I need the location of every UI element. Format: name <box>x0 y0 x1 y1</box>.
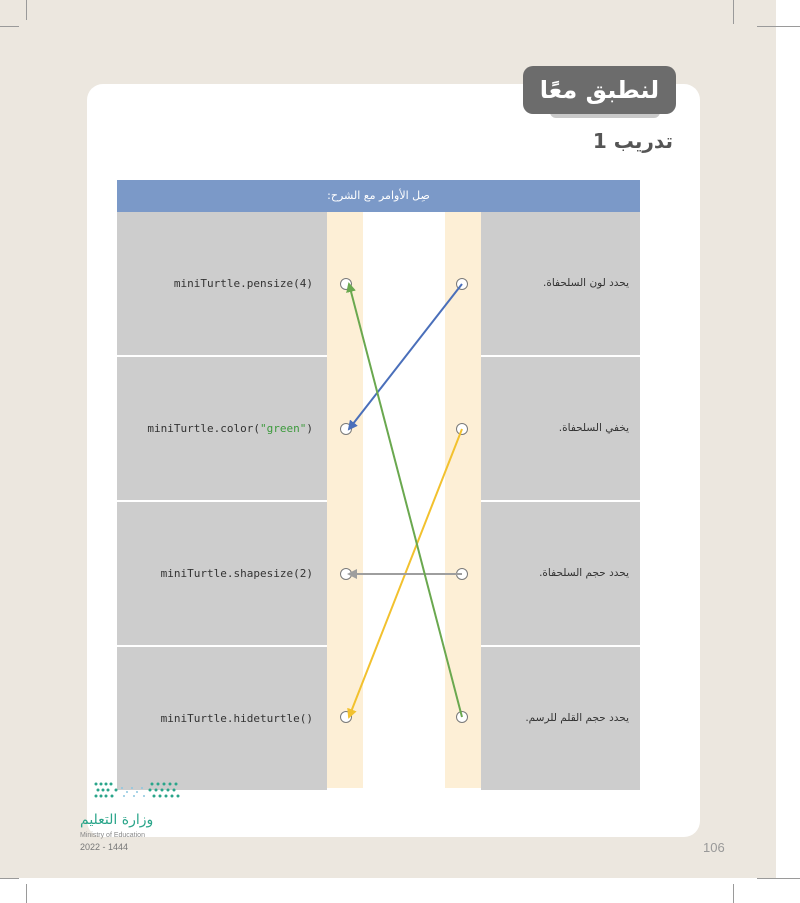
command-text: ) <box>306 422 313 435</box>
description-cell <box>481 212 640 355</box>
description-connector[interactable] <box>456 568 468 580</box>
description-connector[interactable] <box>456 278 468 290</box>
command-text: miniTurtle.pensize(4) <box>173 277 313 290</box>
ministry-name-en: Ministry of Education <box>80 832 145 839</box>
command-cell <box>117 647 327 790</box>
command-cell <box>117 502 327 645</box>
command-string: "green" <box>260 422 307 435</box>
ministry-name-ar: وزارة التعليم <box>80 812 154 828</box>
ministry-logo-icon <box>92 780 182 804</box>
descriptions-column <box>481 212 640 788</box>
page-number: 106 <box>703 840 725 855</box>
command-cell <box>117 357 327 500</box>
exercise-title: تدريب 1 <box>592 129 673 153</box>
lesson-tab: لنطبق معًا <box>523 66 676 114</box>
command-connector[interactable] <box>340 711 352 723</box>
description-cell <box>481 357 640 500</box>
command-connector-strip <box>327 212 363 788</box>
description-connector[interactable] <box>456 423 468 435</box>
command-text: miniTurtle.shapesize(2) <box>160 567 313 580</box>
command-cell <box>117 212 327 355</box>
description-cell <box>481 502 640 645</box>
description-cell <box>481 647 640 790</box>
description-text: يحدد حجم القلم للرسم. <box>525 712 629 724</box>
command-connector[interactable] <box>340 568 352 580</box>
crop-mark <box>757 878 800 879</box>
description-connector[interactable] <box>456 711 468 723</box>
crop-mark <box>733 884 734 903</box>
edition-year: 2022 - 1444 <box>80 842 129 852</box>
crop-mark <box>757 26 800 27</box>
crop-mark <box>733 0 734 24</box>
crop-mark <box>0 878 19 879</box>
description-connector-strip <box>445 212 481 788</box>
description-text: يحدد حجم السلحفاة. <box>539 567 629 579</box>
command-text: miniTurtle.color( <box>147 422 261 435</box>
crop-mark <box>26 0 27 20</box>
commands-column <box>117 212 327 788</box>
crop-mark <box>26 884 27 903</box>
command-connector[interactable] <box>340 423 352 435</box>
command-text: miniTurtle.hideturtle() <box>160 712 313 725</box>
description-text: يخفي السلحفاة. <box>558 422 629 434</box>
command-connector[interactable] <box>340 278 352 290</box>
crop-mark <box>0 26 19 27</box>
table-header: صِل الأوامر مع الشرح: <box>117 180 640 212</box>
description-text: يحدد لون السلحفاة. <box>543 277 629 289</box>
